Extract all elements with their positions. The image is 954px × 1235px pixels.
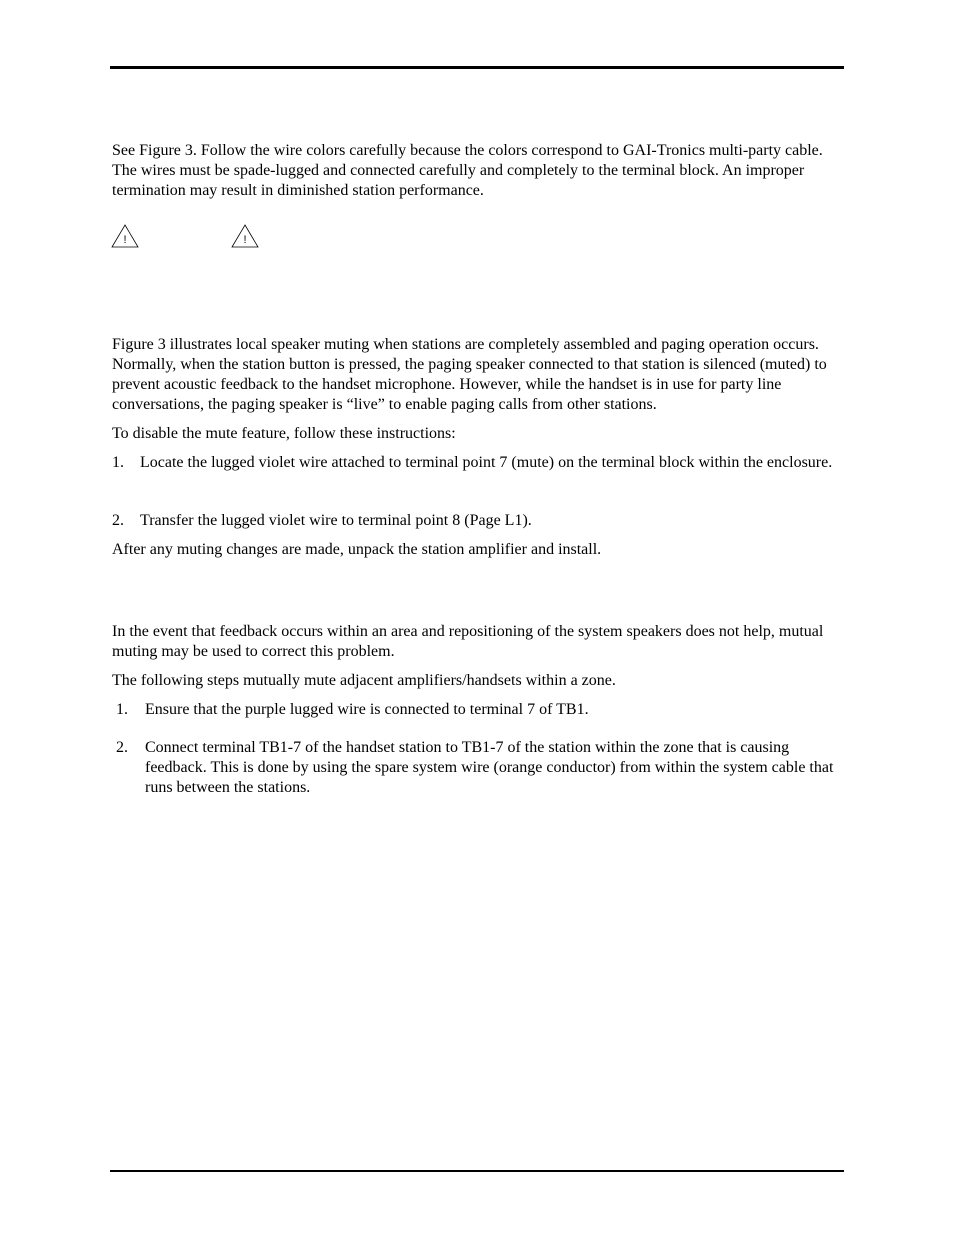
warning-symbol: !: [243, 234, 247, 246]
list-text: Locate the lugged violet wire attached to terminal point 7 (mute) on the terminal block within the enclosure.: [140, 454, 833, 471]
list-number: 2.: [116, 739, 128, 756]
warning-triangle-icon: [111, 224, 139, 248]
mutual-muting-paragraph: In the event that feedback occurs within an area and repositioning of the system speakers does not help, mutual muting may be used to correct this problem.: [112, 623, 824, 660]
local-muting-paragraph: Figure 3 illustrates local speaker muting when stations are completely assembled and paging operation occurs. Normally, when the station button is pressed, the paging speaker connected to that station is silenced (muted) to prevent acoustic feedback to the handset microphone. However, while the handset is in use for party line conversations, the paging speaker is “live” to enable paging calls from other stations.: [112, 336, 827, 413]
list-number: 2.: [112, 512, 124, 529]
list-text: Connect terminal TB1-7 of the handset station to TB1-7 of the station within the zone that is causing feedback. This is done by using the spare system wire (orange conductor) from within the system cable that runs between the stations.: [145, 739, 834, 796]
list-item: [116, 700, 844, 720]
wiring-paragraph: See Figure 3. Follow the wire colors carefully because the colors correspond to GAI-Tronics multi-party cable. The wires must be spade-lugged and connected carefully and completely to the terminal block. An improper termination may result in diminished station performance.: [112, 142, 823, 199]
list-number: 1.: [116, 701, 128, 718]
list-text: Transfer the lugged violet wire to terminal point 8 (Page L1).: [140, 512, 532, 529]
list-item: [116, 738, 844, 798]
warning-symbol: !: [123, 234, 127, 246]
local-muting-intro: To disable the mute feature, follow these instructions:: [112, 425, 456, 442]
footer-rule: [110, 1170, 844, 1172]
list-item: [112, 453, 844, 473]
warning-triangle-icon: [231, 224, 259, 248]
list-text: Ensure that the purple lugged wire is connected to terminal 7 of TB1.: [145, 701, 589, 718]
local-muting-closing: After any muting changes are made, unpack the station amplifier and install.: [112, 541, 602, 558]
list-number: 1.: [112, 454, 124, 471]
header-rule: [110, 66, 844, 69]
list-item: [112, 511, 844, 531]
mutual-muting-intro: The following steps mutually mute adjacent amplifiers/handsets within a zone.: [112, 672, 616, 689]
